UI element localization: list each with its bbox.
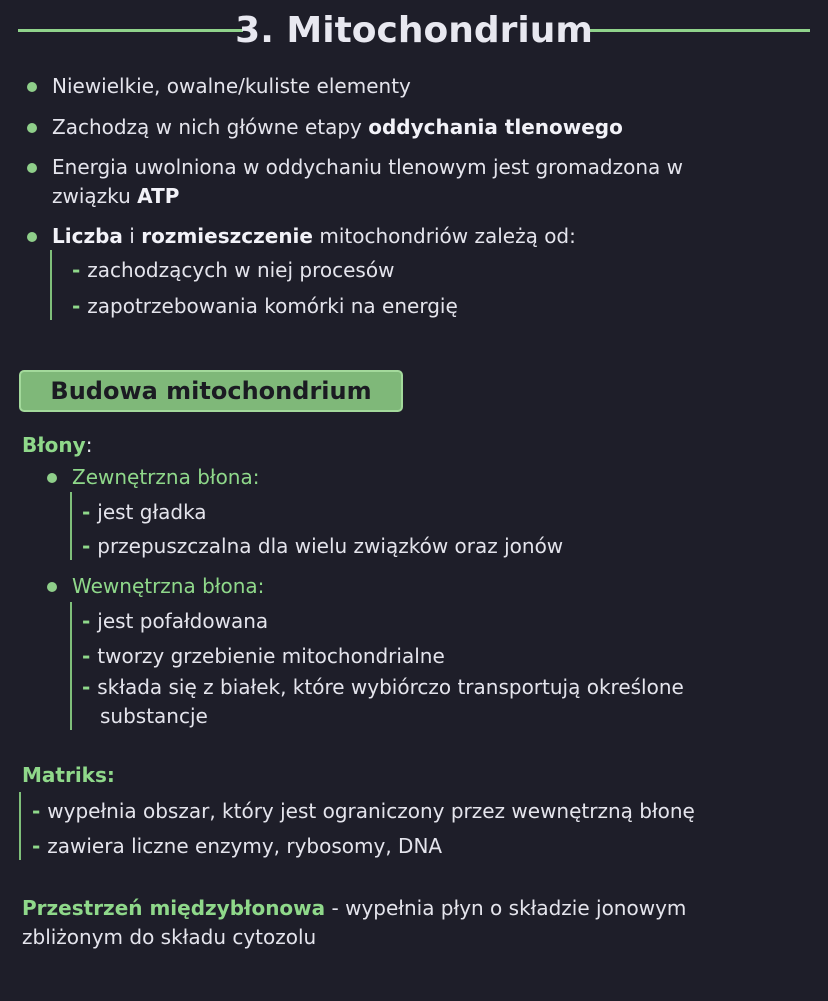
bullet-2: Zachodzą w nich główne etapy oddychania tlenowego	[52, 115, 623, 139]
bullet-icon	[27, 123, 37, 133]
bullet-1: Niewielkie, owalne/kuliste elementy	[52, 74, 411, 98]
matriks-label: Matriks:	[22, 763, 115, 787]
sub-item: - zapotrzebowania komórki na energię	[72, 294, 458, 318]
bullet-4: Liczba i rozmieszczenie mitochondriów zależą od:	[52, 224, 576, 248]
section-heading-box: Budowa mitochondrium	[19, 370, 403, 412]
sub-item: - tworzy grzebienie mitochondrialne	[82, 644, 445, 668]
bullet-3-line2: związku ATP	[52, 184, 180, 208]
sub-item-continuation: substancje	[100, 704, 208, 728]
przestrzen-line1: Przestrzeń międzybłonowa - wypełnia płyn o składzie jonowym	[22, 896, 687, 920]
sub-item: - składa się z białek, które wybiórczo transportują określone	[82, 675, 684, 699]
blony-label: Błony:	[22, 433, 93, 457]
sub-item: - jest gładka	[82, 500, 207, 524]
przestrzen-line2: zbliżonym do składu cytozolu	[22, 925, 317, 949]
sub-item: - wypełnia obszar, który jest ograniczony przez wewnętrzną błonę	[32, 799, 695, 823]
sub-item: - zawiera liczne enzymy, rybosomy, DNA	[32, 834, 443, 858]
indent-bar	[50, 250, 52, 320]
indent-bar	[70, 602, 72, 730]
bullet-3-line1: Energia uwolniona w oddychaniu tlenowym jest gromadzona w	[52, 155, 683, 179]
inner-membrane-label: Wewnętrzna błona:	[72, 574, 265, 598]
sub-item: - przepuszczalna dla wielu związków oraz jonów	[82, 534, 564, 558]
bullet-icon	[27, 232, 37, 242]
bullet-icon	[47, 582, 57, 592]
indent-bar	[19, 792, 21, 860]
bullet-icon	[27, 163, 37, 173]
bullet-icon	[27, 82, 37, 92]
indent-bar	[70, 492, 72, 560]
page-title: 3. Mitochondrium	[235, 10, 593, 51]
outer-membrane-label: Zewnętrzna błona:	[72, 465, 260, 489]
sub-item: - jest pofałdowana	[82, 609, 269, 633]
bullet-icon	[47, 473, 57, 483]
sub-item: - zachodzących w niej procesów	[72, 258, 395, 282]
